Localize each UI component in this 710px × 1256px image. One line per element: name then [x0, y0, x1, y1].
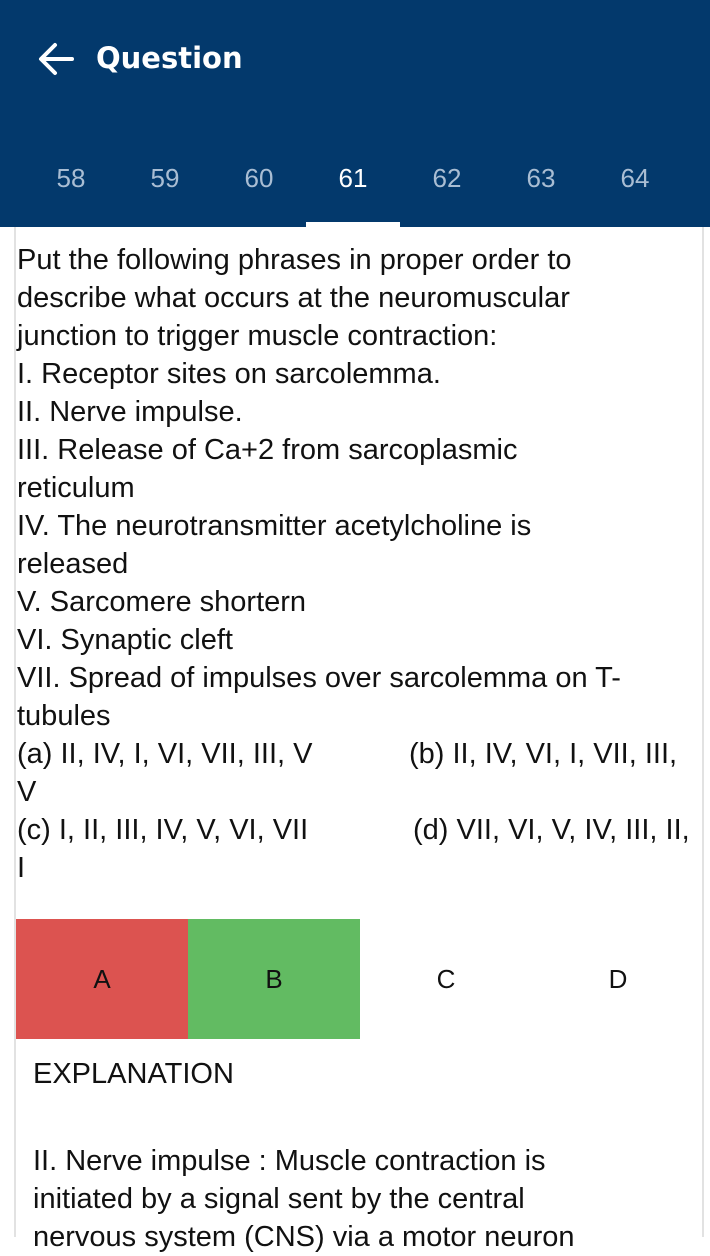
question-line: released — [17, 548, 129, 580]
answer-button-a[interactable]: A — [16, 919, 188, 1039]
question-text — [17, 241, 701, 887]
answer-button-c[interactable]: C — [436, 964, 456, 994]
question-line: VII. Spread of impulses over sarcolemma on T- — [17, 662, 621, 694]
tab-question-64[interactable]: 64 — [620, 163, 650, 193]
tab-question-61[interactable]: 61 — [306, 130, 400, 227]
tab-question-58[interactable]: 58 — [56, 163, 86, 193]
question-line: V. Sarcomere shortern — [17, 586, 307, 618]
explanation-text — [33, 1142, 683, 1256]
option-a-text: (a) II, IV, I, VI, VII, III, V — [17, 738, 313, 770]
explanation-line: nervous system (CNS) via a motor neuron — [33, 1221, 575, 1253]
question-line: tubules — [17, 700, 111, 732]
option-b-wrap-text: V — [17, 776, 37, 808]
question-number-tabs — [24, 130, 682, 227]
tab-question-63[interactable]: 63 — [526, 163, 556, 193]
page-title: Question — [96, 41, 243, 75]
explanation-line: II. Nerve impulse : Muscle contraction is — [33, 1145, 546, 1177]
explanation-heading: EXPLANATION — [33, 1058, 234, 1090]
tab-question-60[interactable]: 60 — [244, 163, 274, 193]
options-row-ab — [17, 735, 701, 773]
answer-button-b[interactable]: B — [188, 919, 360, 1039]
question-line: Put the following phrases in proper order to — [17, 244, 572, 276]
question-line: IV. The neurotransmitter acetylcholine is — [17, 510, 532, 542]
answer-button-d[interactable]: D — [608, 964, 628, 994]
explanation-line: initiated by a signal sent by the central — [33, 1183, 525, 1215]
app-bar — [0, 0, 710, 227]
option-d-wrap-text: I — [17, 852, 26, 884]
question-line: describe what occurs at the neuromuscular — [17, 282, 570, 314]
question-line: III. Release of Ca+2 from sarcoplasmic — [17, 434, 518, 466]
question-line: I. Receptor sites on sarcolemma. — [17, 358, 441, 390]
option-c-text: (c) I, II, III, IV, V, VI, VII — [17, 814, 309, 846]
answer-choices — [16, 919, 704, 1039]
question-line: VI. Synaptic cleft — [17, 624, 233, 656]
question-line: reticulum — [17, 472, 135, 504]
options-row-cd — [17, 811, 701, 849]
option-b-text: (b) II, IV, VI, I, VII, III, — [409, 738, 678, 770]
question-line: junction to trigger muscle contraction: — [17, 320, 498, 352]
tab-question-62[interactable]: 62 — [432, 163, 462, 193]
tab-question-59[interactable]: 59 — [150, 163, 180, 193]
back-arrow-icon[interactable] — [34, 38, 78, 82]
option-d-text: (d) VII, VI, V, IV, III, II, — [413, 814, 690, 846]
question-line: II. Nerve impulse. — [17, 396, 243, 428]
